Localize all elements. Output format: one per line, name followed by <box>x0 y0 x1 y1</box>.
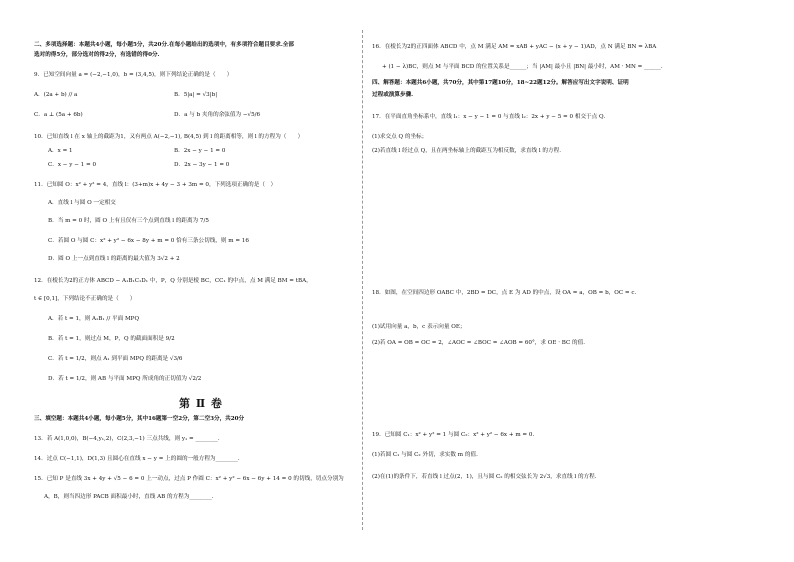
q11-option-b: B．当 m = 0 时，圆 O 上有且仅有三个点到直线 l 的距离为 7/5 <box>48 218 209 224</box>
q12-option-d: D．若 t = 1/2，则 AB 与平面 MPQ 所成角的正切值为 √2/2 <box>48 376 202 382</box>
q9-option-d: D．a 与 b 夹角的余弦值为 −√5/6 <box>174 112 261 118</box>
section-2-header: 二、多项选择题：本题共4小题，每小题5分，共20分.在每小题给出的选项中，有多项符合题目要求.全部 <box>34 42 294 48</box>
q9-option-a: A．(2a + b) // a <box>34 92 78 98</box>
question-18: 18．如图，在空间四边形 OABC 中，2BD = DC，点 E 为 AD 的中点，设 OA = a，OB = b，OC = c. <box>372 290 637 296</box>
question-15-cont: A，B，则当四边形 PACB 面积最小时，直线 AB 的方程为________. <box>44 494 214 500</box>
question-10: 10．已知直线 l 在 x 轴上的截距为1，又有两点 A(−2,−1), B(4,5) 到 l 的距离相等，则 l 的方程为（ ） <box>34 134 304 140</box>
q9-option-b: B．5|a| = √3|b| <box>174 92 218 98</box>
question-12: 12．在棱长为2的正方体 ABCD − A₁B₁C₁D₁ 中，P，Q 分别是棱 BC，CC₁ 的中点，点 M 满足 BM = tBA， <box>34 278 312 284</box>
section-4-header: 四、解答题：本题共6小题，共70分，其中第17题10分，18~22题12分。解答应写出文字说明、证明 <box>372 80 629 86</box>
question-19: 19．已知圆 C₁：x² + y² = 1 与圆 C₂：x² + y² − 6x + m = 0. <box>372 432 535 438</box>
q10-option-d: D．2x − 3y − 1 = 0 <box>174 162 230 168</box>
q17-part-2: (2)若直线 l 经过点 Q，且在两坐标轴上的截距互为相反数，求直线 l 的方程. <box>372 148 561 154</box>
section-2-header-cont: 选对的得5分，部分选对的得2分，有选错的得0分. <box>34 52 160 58</box>
question-12-cont: t ∈ [0,1]，下列结论不正确的是（ ） <box>34 296 136 302</box>
question-16-cont: + (1 − λ)BC，则点 M 与平面 BCD 的位置关系是______；当 |AM| 最小且 |BN| 最小时，AM · MN = ______. <box>382 64 663 70</box>
q12-option-c: C．若 t = 1/2，则点 A₁ 到平面 MPQ 的距离是 √3/6 <box>48 356 183 362</box>
question-17: 17．在平面直角坐标系中，直线 l₁：x − y − 1 = 0 与直线 l₂：2x + y − 5 = 0 相交于点 Q. <box>372 114 606 120</box>
question-13: 13．若 A(1,0,0)，B(−4,y₁,2)，C(2,3,−1) 三点共线，则 y₁ = ________. <box>34 436 220 442</box>
q11-option-a: A．直线 l 与圆 O 一定相交 <box>48 200 116 206</box>
q9-option-c: C．a ⊥ (5a + 6b) <box>34 112 83 118</box>
q10-option-b: B．2x − y − 1 = 0 <box>174 148 226 154</box>
section-4-header-cont: 过程或演算步骤. <box>372 92 414 98</box>
q18-part-1: (1)试用向量 a，b，c 表示向量 OE； <box>372 324 466 330</box>
q11-option-d: D．圆 O 上一点到直线 l 的距离的最大值为 3√2 + 2 <box>48 256 180 262</box>
q19-part-2: (2)在(1)的条件下，若直线 l 过点(2，1)，且与圆 C₂ 的相交弦长为 2√3，求直线 l 的方程. <box>372 474 597 480</box>
question-16: 16．在棱长为2的正四面体 ABCD 中，点 M 满足 AM = xAB + yAC − (x + y − 1)AD，点 N 满足 BN = λBA <box>372 44 657 50</box>
part-2-title: 第 Ⅱ 卷 <box>179 397 223 410</box>
q12-option-a: A．若 t = 1，则 A₁B₁ // 平面 MPQ <box>48 316 140 322</box>
question-9: 9．已知空间向量 a = (−2,−1,0)，b = (3,4,5)，则下列结论正确的是（ ） <box>34 72 233 78</box>
column-divider <box>362 30 363 530</box>
question-15: 15．已知 P 是直线 3x + 4y + √5 − 6 = 0 上一动点，过点 P 作圆 C：x² + y² − 6x − 6y + 14 = 0 的切线，切点分别为 <box>34 476 344 482</box>
q10-option-a: A．x = 1 <box>48 148 73 154</box>
section-3-header: 三、填空题：本题共4小题，每小题5分，其中16题第一空2分，第二空3分，共20分 <box>34 416 245 422</box>
q18-part-2: (2)若 OA = OB = OC = 2，∠AOC = ∠BOC = ∠AOB = 60°，求 OE · BC 的值. <box>372 340 585 346</box>
q12-option-b: B．若 t = 1，则过点 M，P，Q 的截面面积是 9/2 <box>48 336 175 342</box>
q17-part-1: (1)求交点 Q 的坐标； <box>372 134 428 140</box>
q10-option-c: C．x − y − 1 = 0 <box>48 162 97 168</box>
question-14: 14．过点 C(−1,1)，D(1,3) 且圆心在直线 x − y = 上的圆的一般方程为________. <box>34 456 240 462</box>
q11-option-c: C．若圆 O 与圆 C：x² + y² − 6x − 8y + m = 0 恰有三条公切线，则 m = 16 <box>48 238 249 244</box>
question-11: 11．已知圆 O：x² + y² = 4，直线 l：(3+m)x + 4y − 3 + 3m = 0，下列选项正确的是（ ） <box>34 182 277 188</box>
q19-part-1: (1)若圆 C₁ 与圆 C₂ 外切，求实数 m 的值. <box>372 452 478 458</box>
